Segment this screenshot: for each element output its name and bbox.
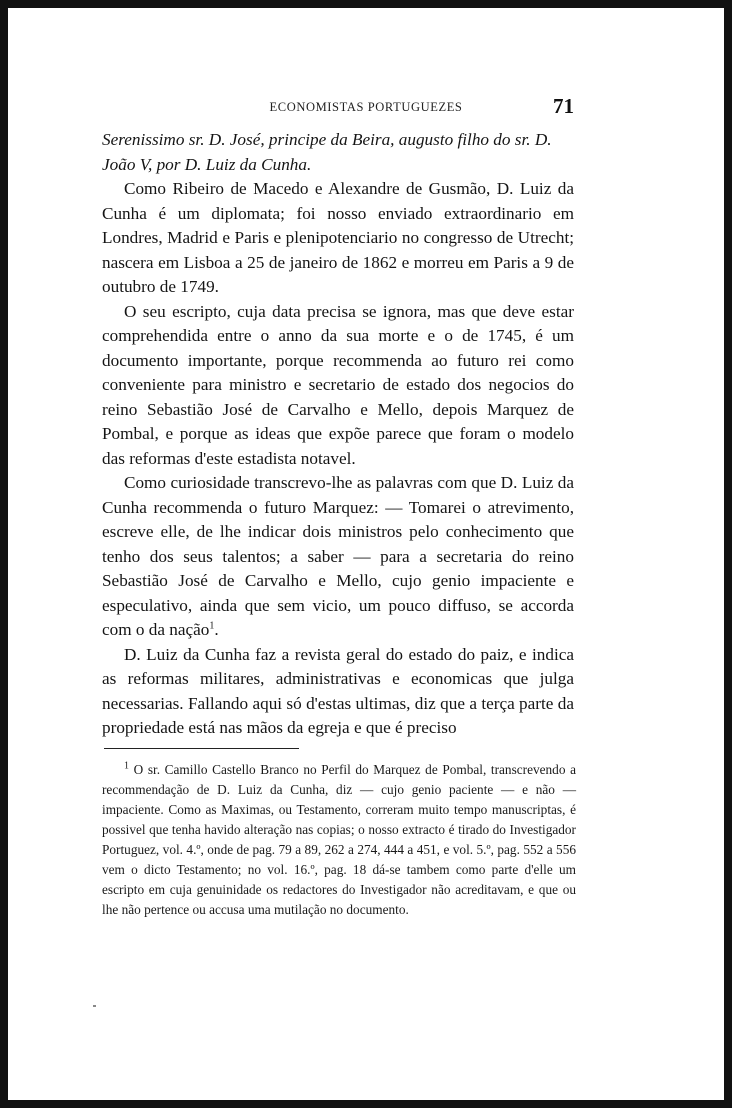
footnote-reference: 1 — [209, 620, 215, 632]
paragraph — [102, 471, 574, 643]
paragraph-title-continuation: Serenissimo sr. D. José, principe da Beira, augusto filho do sr. D. João V, por D. Luiz da Cunha. — [102, 130, 552, 174]
footnote — [102, 760, 576, 920]
paragraph-end: . — [214, 620, 219, 639]
running-head — [8, 96, 724, 118]
page-number: 71 — [553, 94, 574, 118]
paragraph: O seu escripto, cuja data precisa se ignora, mas que deve estar comprehendida entre o anno da sua morte e o de 1745, é um documento importante, porque recommenda ao futuro rei como conveniente para ministro e secretario de estado dos negocios do reino Sebastião José de Carvalho e Mello, depois Marquez de Pombal, e porque as ideas que expõe parece que foram o modelo das reformas d'este estadista notavel. — [102, 301, 574, 468]
footnote-text: O sr. Camillo Castello Branco no Perfil do Marquez de Pombal, transcrevendo a recommendação de D. Luiz da Cunha, diz — cujo genio paciente — e não — impaciente. Como as Maximas, ou Testamento, correram muito tempo manuscriptas, é possivel que tenha havido alteração nas copias; o nosso extracto é tirado do Investigador Portuguez, vol. 4.º, onde de pag. 79 a 89, 262 a 274, 444 a 451, e vol. 5.º, pag. 552 a 556 vem o dicto Testamento; no vol. 16.º, pag. 18 dá-se tambem como parte d'elle um escripto em cuja genuinidade os redactores do Investigador não acreditavam, e que ou lhe não pertence ou accusa uma mutilação no documento. — [102, 762, 576, 917]
page-speck — [93, 1005, 96, 1007]
footnotes — [102, 760, 576, 920]
paragraph-text: Como curiosidade transcrevo-lhe as palavras com que D. Luiz da Cunha recommenda o futuro Marquez: — Tomarei o atrevimento, escreve elle, de lhe indicar dois ministros pelo conhecimento que tenho dos seus talentos; a saber — para a secretaria do reino Sebastião José de Carvalho e Mello, cujo genio impaciente e especulativo, ainda que sem vicio, um pouco diffuso, se accorda com o da nação — [102, 473, 574, 639]
body-text — [102, 128, 574, 741]
paragraph: Como Ribeiro de Macedo e Alexandre de Gusmão, D. Luiz da Cunha é um diplomata; foi nosso enviado extraordinario em Londres, Madrid e Paris e plenipotenciario no congresso de Utrecht; nascera em Lisboa a 25 de janeiro de 1862 e morreu em Paris a 9 de outubro de 1749. — [102, 179, 574, 296]
book-page — [8, 8, 724, 1100]
footnote-number: 1 — [124, 760, 129, 772]
footnote-rule — [104, 748, 299, 749]
paragraph: D. Luiz da Cunha faz a revista geral do estado do paiz, e indica as reformas militares, administrativas e economicas que julga necessarias. Fallando aqui só d'estas ultimas, diz que a terça parte da propriedade está nas mãos da egreja e que é preciso — [102, 644, 574, 737]
running-head-title: ECONOMISTAS PORTUGUEZES — [269, 100, 463, 114]
